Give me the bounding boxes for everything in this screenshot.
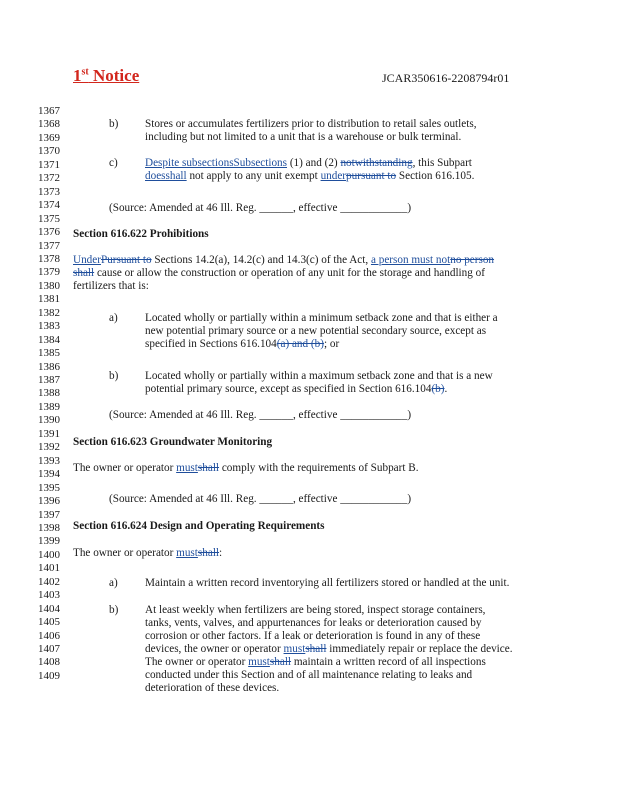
sec622-a-label: a) xyxy=(109,312,118,324)
line-number: 1391 xyxy=(38,427,60,440)
item-b-line1: Stores or accumulates fertilizers prior to distribution to retail sales outlets, xyxy=(145,118,477,130)
line-number: 1388 xyxy=(38,387,60,400)
line-number: 1369 xyxy=(38,131,60,144)
line-number: 1400 xyxy=(38,548,60,561)
item-b-label: b) xyxy=(109,118,119,130)
line-number: 1368 xyxy=(38,118,60,131)
line-number: 1373 xyxy=(38,185,60,198)
line-number: 1397 xyxy=(38,508,60,521)
sec624-b-line2: tanks, vents, valves, and appurtenances for leaks or deterioration caused by xyxy=(145,617,482,629)
sec624-a-label: a) xyxy=(109,577,118,589)
line-number: 1381 xyxy=(38,293,60,306)
sec624-b-line3: corrosion or other factors. If a leak or deterioration is found in any of these xyxy=(145,630,481,642)
line-number: 1395 xyxy=(38,481,60,494)
item-b-line2: including but not limited to a unit that is a warehouse or bulk terminal. xyxy=(145,131,462,143)
sec622-b-line2: potential primary source, except as specified in Section 616.104(b). xyxy=(145,383,448,395)
line-number: 1386 xyxy=(38,360,60,373)
sec624-line1: The owner or operator mustshall: xyxy=(73,547,223,559)
section-616-624-heading: Section 616.624 Design and Operating Requirements xyxy=(73,520,325,532)
sec622-line3: fertilizers that is: xyxy=(73,280,149,292)
sec623-line1: The owner or operator mustshall comply with the requirements of Subpart B. xyxy=(73,462,419,474)
sec624-b-label: b) xyxy=(109,604,119,616)
item-c-line1: Despite subsectionsSubsections (1) and (2) notwithstanding, this Subpart xyxy=(145,157,472,169)
sec624-b-line4: devices, the owner or operator mustshall immediately repair or replace the device. xyxy=(145,643,513,655)
line-number: 1384 xyxy=(38,333,60,346)
sec622-b-label: b) xyxy=(109,370,119,382)
source-note-3: (Source: Amended at 46 Ill. Reg. ______, effective ____________) xyxy=(109,493,412,505)
sec622-b-line1: Located wholly or partially within a maximum setback zone and that is a new xyxy=(145,370,493,382)
line-number: 1387 xyxy=(38,374,60,386)
line-number: 1404 xyxy=(38,602,60,615)
line-number: 1393 xyxy=(38,454,60,467)
sec622-a-line2: new potential primary source or a new potential secondary source, except as xyxy=(145,325,487,337)
line-number: 1394 xyxy=(38,468,60,481)
line-number: 1409 xyxy=(38,669,60,682)
sec624-b-line5: The owner or operator mustshall maintain a written record of all inspections xyxy=(145,656,486,668)
line-number: 1367 xyxy=(38,105,60,117)
line-number: 1405 xyxy=(38,616,60,629)
sec624-b-line6: conducted under this Section and of all maintenance relating to leaks and xyxy=(145,669,473,681)
line-number: 1374 xyxy=(38,199,60,212)
section-616-623-heading: Section 616.623 Groundwater Monitoring xyxy=(73,436,273,448)
line-number: 1375 xyxy=(38,212,60,225)
line-number: 1392 xyxy=(38,441,60,454)
notice-title: 1st Notice xyxy=(73,66,140,85)
line-number: 1401 xyxy=(38,562,60,575)
line-number: 1408 xyxy=(38,656,60,669)
line-number: 1371 xyxy=(38,158,60,171)
sec622-line1: UnderPursuant to Sections 14.2(a), 14.2(c) and 14.3(c) of the Act, a person must notno person xyxy=(73,254,495,266)
source-note-1: (Source: Amended at 46 Ill. Reg. ______, effective ____________) xyxy=(109,202,412,214)
source-note-2: (Source: Amended at 46 Ill. Reg. ______, effective ____________) xyxy=(109,409,412,421)
sec622-a-line1: Located wholly or partially within a minimum setback zone and that is either a xyxy=(145,312,498,324)
line-number: 1398 xyxy=(38,521,60,534)
line-number: 1389 xyxy=(38,400,60,413)
line-number: 1378 xyxy=(38,252,60,265)
line-number: 1382 xyxy=(38,306,60,319)
line-number: 1385 xyxy=(38,347,60,360)
sec624-b-line1: At least weekly when fertilizers are being stored, inspect storage containers, xyxy=(145,604,486,616)
line-number: 1407 xyxy=(38,643,60,655)
line-number: 1396 xyxy=(38,495,60,508)
document-id: JCAR350616-2208794r01 xyxy=(382,71,510,85)
line-number: 1403 xyxy=(38,589,60,602)
line-number: 1383 xyxy=(38,320,60,333)
line-number: 1372 xyxy=(38,172,60,185)
sec624-b-line7: deterioration of these devices. xyxy=(145,682,280,694)
line-number: 1406 xyxy=(38,629,60,642)
sec622-line2: shall cause or allow the construction or operation of any unit for the storage and handling of xyxy=(73,267,485,279)
sec622-a-line3: specified in Sections 616.104(a) and (b); or xyxy=(145,338,340,350)
item-c-label: c) xyxy=(109,157,118,169)
section-616-622-heading: Section 616.622 Prohibitions xyxy=(73,228,209,240)
item-c-line2: doesshall not apply to any unit exempt underpursuant to Section 616.105. xyxy=(145,170,475,182)
line-number: 1379 xyxy=(38,266,60,279)
line-number: 1376 xyxy=(38,226,60,239)
line-number: 1380 xyxy=(38,279,60,292)
line-number: 1402 xyxy=(38,575,60,588)
line-number: 1370 xyxy=(38,145,60,158)
line-number: 1377 xyxy=(38,239,60,252)
line-number: 1399 xyxy=(38,535,60,548)
line-number: 1390 xyxy=(38,414,60,427)
sec624-a-line1: Maintain a written record inventorying all fertilizers stored or handled at the unit. xyxy=(145,577,510,589)
